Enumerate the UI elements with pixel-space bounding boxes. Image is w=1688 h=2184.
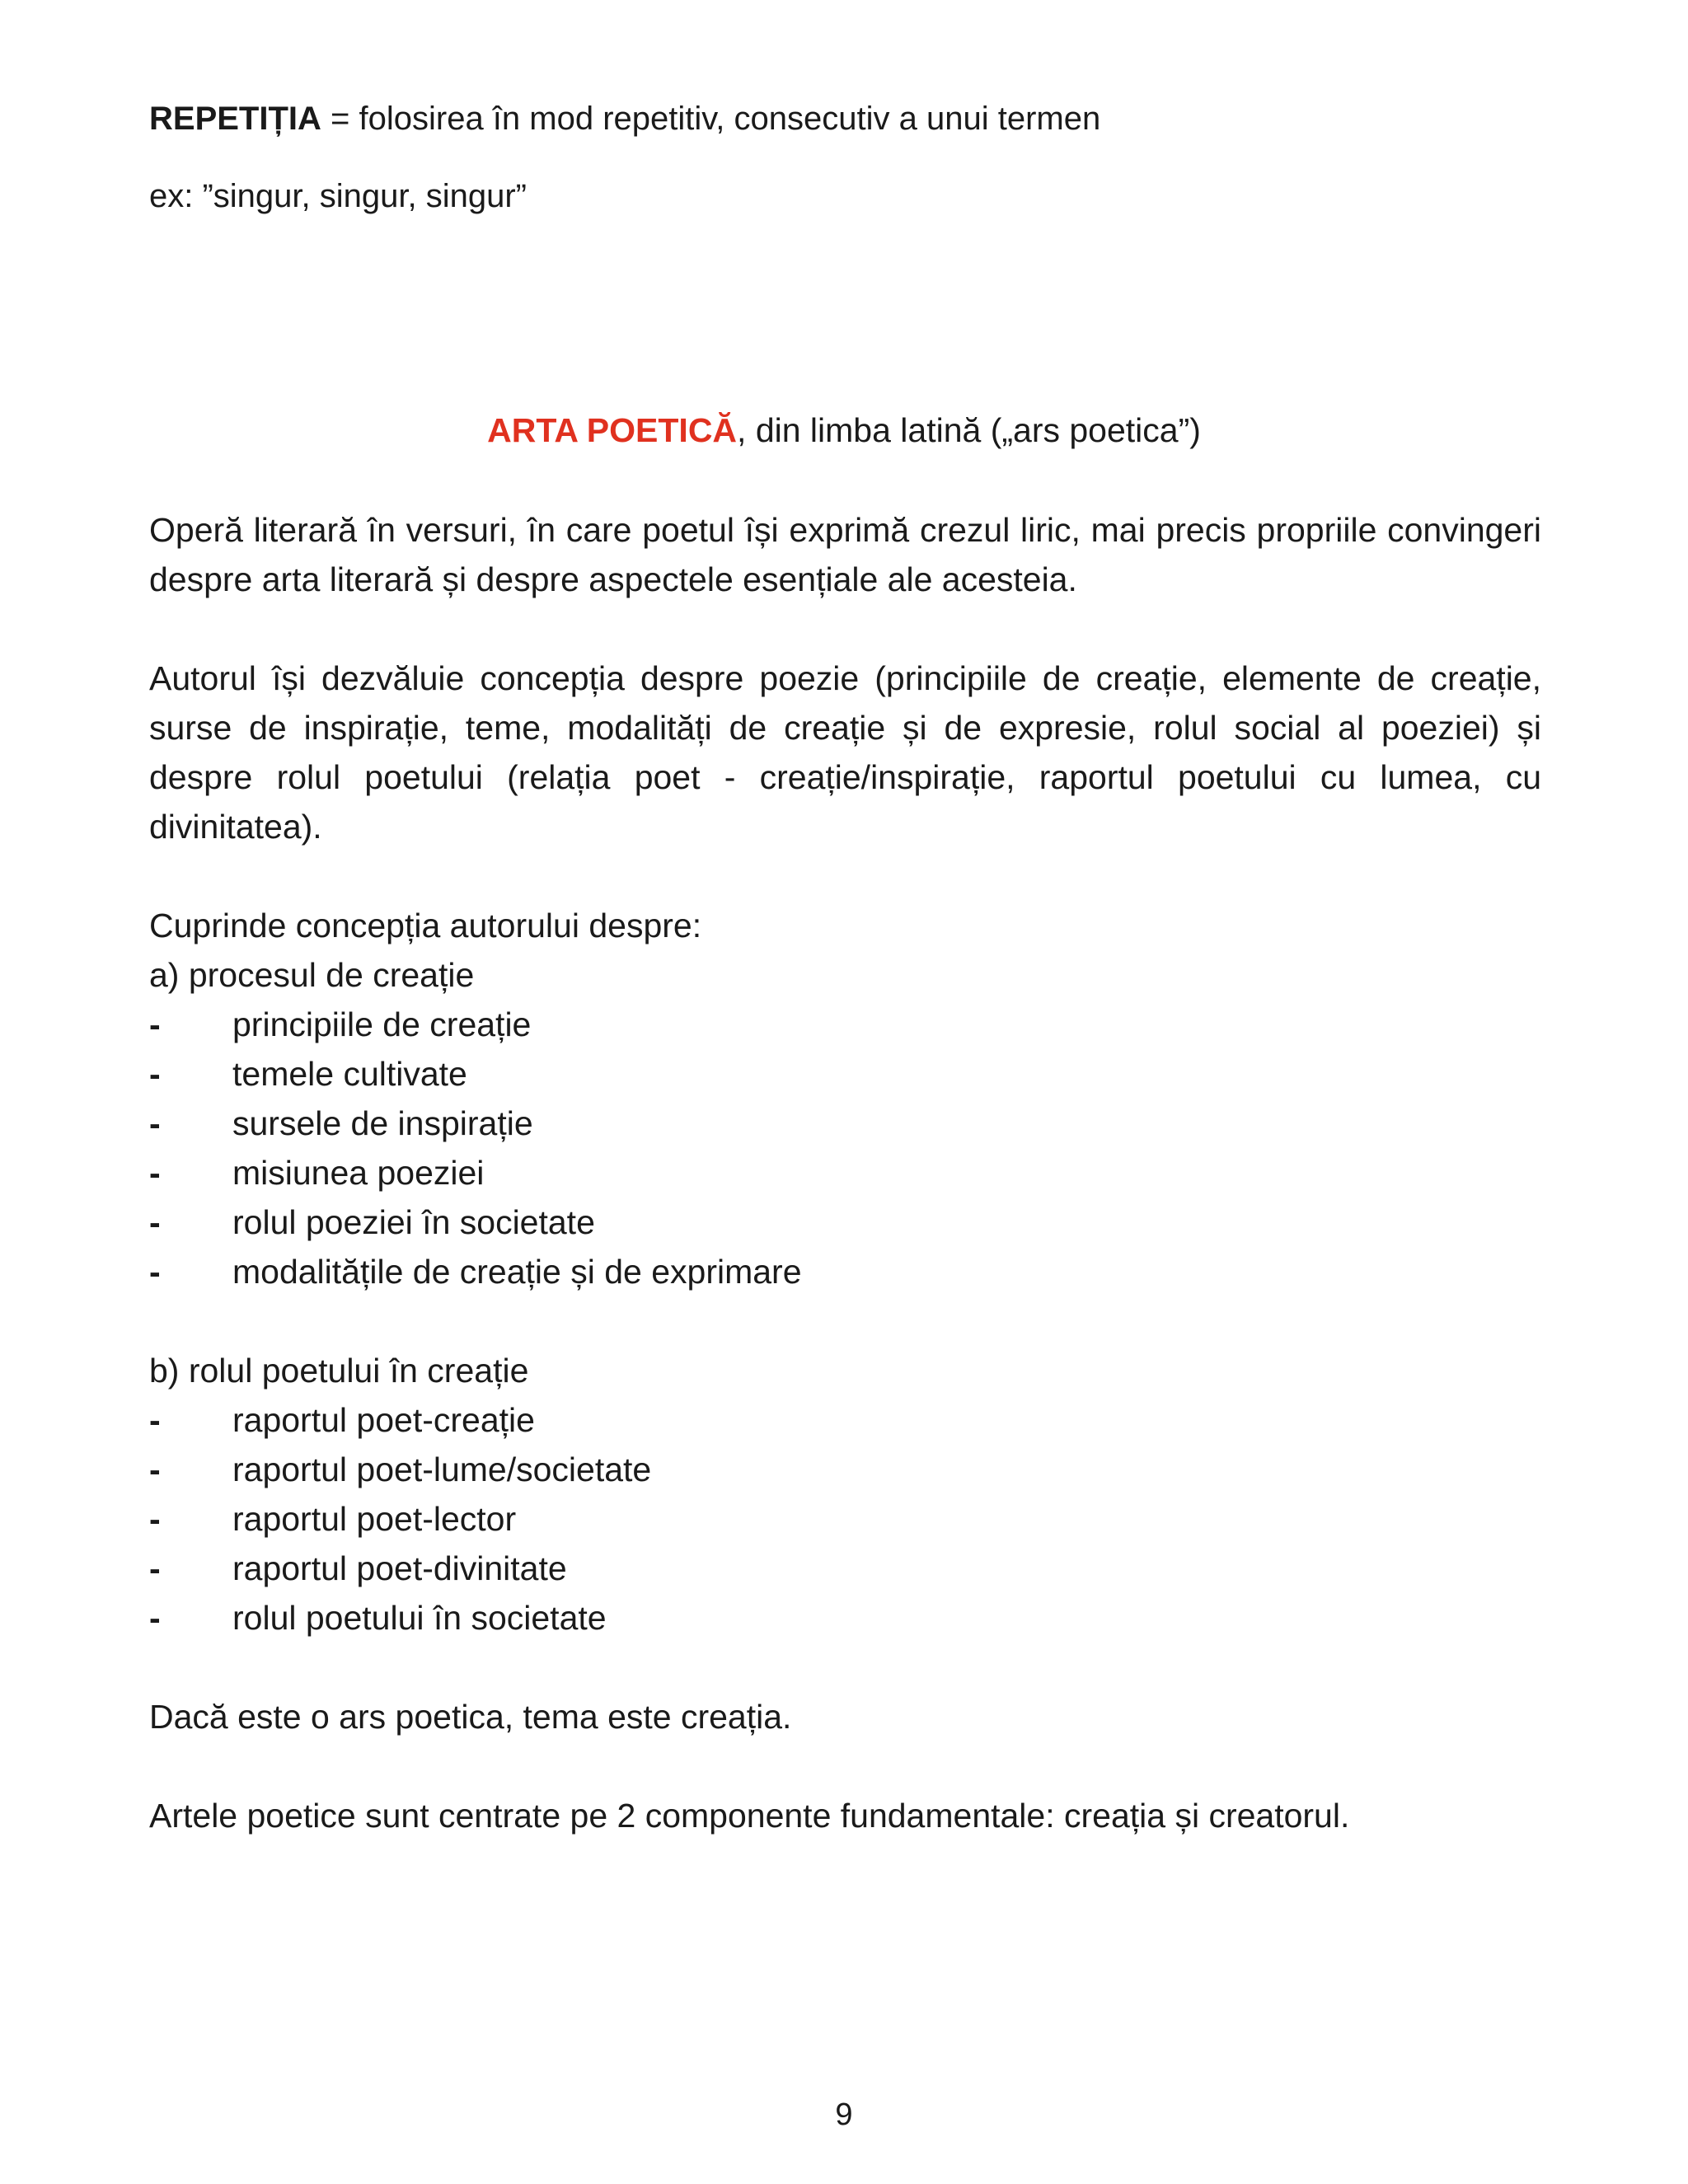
heading-title: ARTA POETICĂ bbox=[487, 411, 738, 449]
dash-bullet: - bbox=[149, 1549, 161, 1587]
dash-bullet: - bbox=[149, 1500, 161, 1538]
section-b-label: b) rolul poetului în creație bbox=[149, 1352, 529, 1390]
dash-bullet: - bbox=[149, 1253, 161, 1291]
section-heading bbox=[0, 405, 1688, 455]
section-a-item-text: principiile de creație bbox=[232, 1005, 532, 1043]
dash-bullet: - bbox=[149, 1154, 161, 1192]
heading-subtitle: , din limba latină („ars poetica”) bbox=[737, 411, 1201, 449]
section-a-item-text: misiunea poeziei bbox=[232, 1154, 485, 1192]
section-b-item-text: raportul poet-lume/societate bbox=[232, 1451, 652, 1488]
section-b-item-text: raportul poet-lector bbox=[232, 1500, 517, 1538]
components-sentence: Artele poetice sunt centrate pe 2 componente fundamentale: creația și creatorul. bbox=[149, 1797, 1350, 1835]
section-b-item-text: raportul poet-divinitate bbox=[232, 1549, 567, 1587]
section-a-item-text: modalitățile de creație și de exprimare bbox=[232, 1253, 802, 1291]
section-a-item-text: temele cultivate bbox=[232, 1055, 467, 1093]
dash-bullet: - bbox=[149, 1055, 161, 1093]
concept-intro: Cuprinde concepția autorului despre: bbox=[149, 907, 702, 944]
theme-sentence: Dacă este o ars poetica, tema este creația. bbox=[149, 1698, 792, 1736]
repetitia-definition-text: = folosirea în mod repetitiv, consecutiv a unui termen bbox=[321, 101, 1101, 137]
section-a-item-text: rolul poeziei în societate bbox=[232, 1203, 595, 1241]
dash-bullet: - bbox=[149, 1401, 161, 1439]
dash-bullet: - bbox=[149, 1005, 161, 1043]
dash-bullet: - bbox=[149, 1451, 161, 1488]
repetitia-definition bbox=[149, 94, 1100, 143]
section-b-item-text: rolul poetului în societate bbox=[232, 1599, 607, 1637]
repetitia-term: REPETIȚIA bbox=[149, 101, 321, 137]
section-a-label: a) procesul de creație bbox=[149, 956, 475, 994]
dash-bullet: - bbox=[149, 1104, 161, 1142]
definition-paragraph: Operă literară în versuri, în care poetul își exprimă crezul liric, mai precis propriile convingeri despre arta literară și despre aspectele esențiale ale acesteia. bbox=[149, 511, 1541, 598]
section-a-item-text: sursele de inspirație bbox=[232, 1104, 533, 1142]
page-number: 9 bbox=[835, 2097, 853, 2132]
author-paragraph: Autorul își dezvăluie concepția despre poezie (principiile de creație, elemente de creație, surse de inspirație, teme, modalități de creație și de expresie, rolul social al poeziei) și despre rolul poetului (relația poet - creație/inspirație, raportul poetului cu lumea, cu divinitatea). bbox=[149, 659, 1541, 846]
dash-bullet: - bbox=[149, 1203, 161, 1241]
dash-bullet: - bbox=[149, 1599, 161, 1637]
repetitia-example: ex: ”singur, singur, singur” bbox=[149, 178, 527, 214]
section-b-item-text: raportul poet-creație bbox=[232, 1401, 535, 1439]
